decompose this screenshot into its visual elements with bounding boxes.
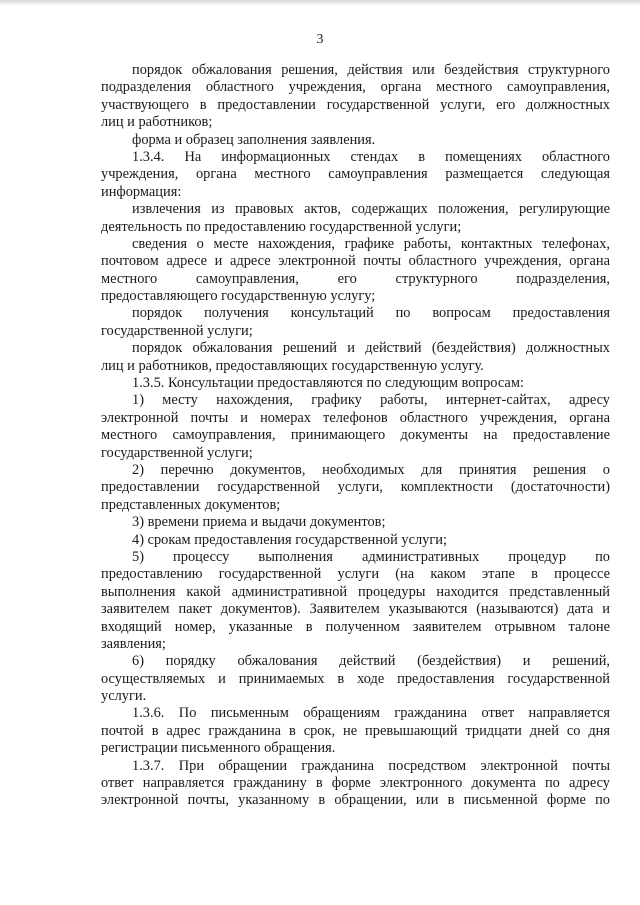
text-line: форма и образец заполнения заявления. xyxy=(132,131,376,148)
text-line: информация: xyxy=(101,183,182,200)
text-line: предоставлении государственной услуги, комплектности (достаточности) xyxy=(101,479,610,496)
text-line: 1.3.4. На информационных стендах в помещениях областного xyxy=(132,148,610,165)
text-line: местного самоуправления, его структурного подразделения, xyxy=(101,270,610,287)
text-line: лиц и работников; xyxy=(101,114,213,131)
text-line: регистрации письменного обращения. xyxy=(101,740,336,757)
text-line: выполнения какой административной процедуры находится представленный xyxy=(101,583,610,600)
text-line: 2) перечню документов, необходимых для принятия решения о xyxy=(132,461,610,478)
text-line: 4) срокам предоставления государственной услуги; xyxy=(132,531,447,548)
text-line: 1) месту нахождения, графику работы, интернет-сайтах, адресу xyxy=(132,392,610,409)
text-line: подразделения областного учреждения, органа местного самоуправления, xyxy=(101,79,610,96)
text-line: электронной почты и номерах телефонов областного учреждения, органа xyxy=(101,409,610,426)
text-line: порядок обжалования решений и действий (бездействия) должностных xyxy=(132,340,610,357)
text-line: услуги. xyxy=(101,688,147,705)
text-line: 6) порядку обжалования действий (бездействия) и решений, xyxy=(132,653,610,670)
text-line: электронной почты, указанному в обращении, или в письменной форме по xyxy=(101,792,610,809)
text-line: государственной услуги; xyxy=(101,322,253,339)
text-line: осуществляемых и принимаемых в ходе предоставления государственной xyxy=(101,670,610,687)
text-line: заявления; xyxy=(101,635,166,652)
text-line: государственной услуги; xyxy=(101,444,253,461)
text-line: заявителем пакет документов). Заявителем указываются (называются) дата и xyxy=(101,601,610,618)
text-line: деятельность по предоставлению государственной услуги; xyxy=(101,218,462,235)
text-line: сведения о месте нахождения, графике работы, контактных телефонах, xyxy=(132,235,610,252)
text-line: представленных документов; xyxy=(101,496,281,513)
text-line: почтовом адресе и адресе электронной почты областного учреждения, органа xyxy=(101,253,610,270)
text-line: местного самоуправления, принимающего документы на предоставление xyxy=(101,427,610,444)
text-line: 1.3.5. Консультации предоставляются по следующим вопросам: xyxy=(132,375,524,392)
text-line: предоставляющего государственную услугу; xyxy=(101,288,376,305)
text-line: 5) процессу выполнения административных процедур по xyxy=(132,548,610,565)
text-line: учреждения, органа местного самоуправления размещается следующая xyxy=(101,166,610,183)
page-number: 3 xyxy=(316,32,324,47)
text-line: порядок обжалования решения, действия или бездействия структурного xyxy=(132,62,610,78)
body-text xyxy=(101,62,610,810)
text-line: 1.3.7. При обращении гражданина посредством электронной почты xyxy=(132,757,610,774)
text-line: входящий номер, указанные в полученном заявителем отрывном талоне xyxy=(101,618,610,635)
text-line: участвующего в предоставлении государственной услуги, его должностных xyxy=(101,96,610,113)
text-line: лиц и работников, предоставляющих государственную услугу. xyxy=(101,357,484,374)
text-line: почтой в адрес гражданина в срок, не превышающий тридцати дней со дня xyxy=(101,722,610,739)
text-line: ответ направляется гражданину в форме электронного документа по адресу xyxy=(101,775,610,792)
text-line: предоставлению государственной услуги (на каком этапе в процессе xyxy=(101,566,610,583)
text-line: извлечения из правовых актов, содержащих положения, регулирующие xyxy=(132,201,610,218)
text-line: 3) времени приема и выдачи документов; xyxy=(132,514,386,531)
scan-edge-shadow xyxy=(0,0,640,6)
text-line: 1.3.6. По письменным обращениям гражданина ответ направляется xyxy=(132,705,610,722)
text-line: порядок получения консультаций по вопросам предоставления xyxy=(132,305,610,322)
